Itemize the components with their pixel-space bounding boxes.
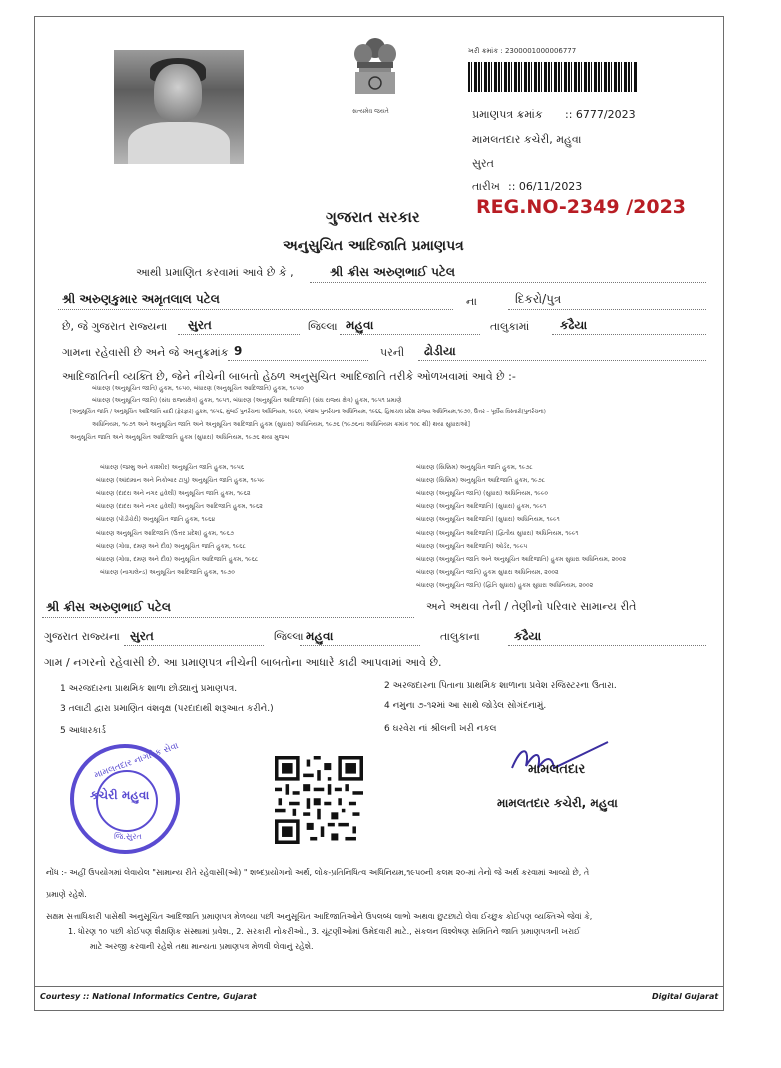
issuing-office: મામલતદાર કચેરી, મહુવા [472, 133, 582, 146]
issuing-city: સુરત [472, 157, 494, 170]
document-item: 5 આધારકાર્ડ [60, 726, 106, 736]
recognition-line: આદિજાતિની વ્યક્તિ છે, જેને નીચેની બાબતો હેઠળ અનુસુચિત આદિજાતિ તરીકે ઓળખવામાં આવે છે :- [62, 370, 516, 383]
barcode-icon [468, 62, 638, 92]
document-item: 4 નમુના ૭-૧૨માં આ સાથે જોડેલ સોગંદનામું. [384, 701, 547, 711]
holder-name: શ્રી ક્રીસ અરુણભાઈ પટેલ [46, 600, 171, 614]
fine-print-line: બંધારણ (અનુસૂચિત જાતિ) હુકમ, ૧૯૫૦, બંધારણ (અનુસૂચિત આદિજાતિ) હુકમ, ૧૯૫૦ [92, 385, 304, 392]
order-item: બંધારણ (ગોવા, દમણ અને દીવ) અનુસૂચિત આદિજાતિ હુકમ, ૧૯૬૮ [96, 556, 259, 563]
courtesy-text: Courtesy :: National Informatics Centre, Gujarat [40, 992, 257, 1001]
order-item: બંધારણ (દાદરા અને નગર હવેલી) અનુસૂચિત જાતિ હુકમ, ૧૯૬૨ [96, 490, 251, 497]
qr-code-icon [275, 756, 363, 844]
tribe-name: ઢોડીયા [424, 344, 456, 358]
serial-prefix: ગામના રહેવાસી છે અને જે અનુક્રમાંક [62, 346, 229, 359]
order-item: બંધારણ (સિક્કિમ) અનુસૂચિત જાતિ હુકમ, ૧૯૭૮ [416, 464, 533, 471]
certificate-no-value: :: 6777/2023 [565, 108, 636, 121]
applicant-name: શ્રી ક્રીસ અરુણભાઈ પટેલ [330, 265, 455, 279]
taluka-label: તાલુકામાં [490, 320, 530, 333]
order-item: બંધારણ (દાદરા અને નગર હવેલી) અનુસૂચિત આદિજાતિ હુકમ, ૧૯૬૨ [96, 503, 263, 510]
order-item: બંધારણ (આંદામાન અને નિકોબાર ટાપુ) અનુસૂચિત જાતિ હુકમ, ૧૯૫૯ [96, 477, 265, 484]
fine-print-line: બંધારણ (અનુસૂચિત જાતિ) (સંઘ રાજ્યક્ષેત્ર) હુકમ, ૧૯૫૧, બંધારણ (અનુસૂચિત આદિજાતિ) (સંઘ રાજ્ય ક્ષેત્ર) હુકમ, ૧૯૫૧ પ્રમાણે [92, 397, 402, 404]
photo-portrait [114, 50, 244, 164]
document-item: 6 ઘરવેરા નાં શ્રીલની ખરી નકલ [384, 724, 497, 734]
order-item: બંધારણ (અનુસૂચિત જાતિ) હુકમ સુધારા અધિનિયમ, ૨૦૦૨ [416, 569, 559, 576]
order-item: બંધારણ (નાગાલેન્ડ) અનુસૂચિત આદિજાતિ હુકમ, ૧૯૭૦ [100, 569, 235, 576]
fine-print-line: [અનુસૂચિત જાતિ / અનુસૂચિત આદિજાતિ યાદી (ફેરફાર) હુકમ, ૧૯૫૬, મુંબઈ પુનર્રચના અધિનિયમ, ૧૯૬૦, પંજાબ પુનર્રચના અધિનિયમ, ૧૯૬૬, હિમાચલ પ્રદેશ રાજ્ય અધિનિયમ,૧૯૭૦, ઉત્તર – પૂર્વીય વિસ્તારો(પુનર્રચના) [70, 409, 546, 415]
attest-prefix: આથી પ્રમાણિત કરવામાં આવે છે કે , [136, 266, 294, 279]
certificate-border [34, 16, 724, 1011]
note-benefits-list: 1. ધોરણ ૧૦ પછી કોઈપણ શૈક્ષણિક સંસ્થામાં પ્રવેશ., 2. સરકારી નોકરીઓ., 3. ચૂંટણીઓમાં ઉમેદવારી માટે., સંકલન વિશ્લેષણ સમિતિને જાતિ પ્રમાણપત્રની ખરાઈ [68, 927, 581, 936]
relation: દિકરો/પુત્ર [515, 292, 562, 306]
district-value: સુરત [188, 318, 212, 332]
document-item: 1 અરજદારના પ્રાથમિક શાળા છોડ્યાનું પ્રમાણપત્ર. [60, 684, 238, 694]
parni-label: પરની [380, 346, 405, 359]
fine-print-line: અનુસૂચિત જાતિ અને અનુસૂચિત આદિજાતિ હુકમ (સુધારા) અધિનિયમ, ૧૯૭૬ થયા મુજબ [70, 434, 290, 441]
official-seal-icon: મામલતદાર નાગરિક સેવા કચેરી મહુવા જિ.સુરત [70, 744, 180, 854]
national-emblem-icon [345, 34, 405, 106]
order-item: બંધારણ (અનુસૂચિત જાતિ) (સુધારા) અધિનિયમ, ૧૯૯૦ [416, 490, 548, 497]
district-label-2: જિલ્લા [274, 630, 304, 643]
fine-print-line: અધિનિયમ, ૧૯૭૧ અને અનુસૂચિત જાતિ અને અનુસૂચિત આદિજાતિ હુકમ (સુધારા) અધિનિયમ, ૧૯૭૬ (૧૯૭૬ના અધિનિયમ ક્રમાંક ૧૦૮ થી) થયા સુધારાઓ] [92, 421, 470, 428]
note-benefits: સક્ષમ સત્તાધિકારી પાસેથી અનુસૂચિત આદિજાતિ પ્રમાણપત્ર મેળવ્યા પછી અનુસૂચિત આદિજાતિઓને ઉપલબ્ધ લાભો અથવા છુટછાટો લેવા ઈચ્છુક કોઈપણ વ્યક્તિએ જેવાં કે, [46, 912, 593, 921]
issue-date-label: તારીખ [472, 180, 500, 193]
village-value: કઢૈયા [560, 318, 588, 332]
order-item: બંધારણ (અનુસૂચિત આદિજાતિ) ઓર્ડર, ૧૯૯૫ [416, 543, 528, 550]
certificate-no-label: પ્રમાણપત્ર ક્રમાંક [472, 108, 543, 121]
order-item: બંધારણ (જમ્મુ અને કાશ્મીર) અનુસૂચિત જાતિ હુકમ, ૧૯૫૬ [100, 464, 245, 471]
order-item: બંધારણ (અનુસૂચિત આદિજાતિ) (સુધારા) હુકમ, ૧૯૯૧ [416, 503, 547, 510]
emblem-caption: સત્યમેવ જયતે [352, 108, 389, 115]
issue-date-value: :: 06/11/2023 [508, 180, 583, 193]
signatory-title: મામલતદાર [528, 762, 586, 777]
government-title: ગુજરાત સરકાર [326, 208, 420, 226]
order-item: બંધારણ (અનુસૂચિત જાતિ અને અનુસૂચિત આદિજાતિ) હુકમ સુધારા અધિનિયમ, ૨૦૦૨ [416, 556, 626, 563]
order-item: બંધારણ (ગોવા, દમણ અને દીવ) અનુસૂચિત જાતિ હુકમ, ૧૯૬૮ [96, 543, 246, 550]
district-label: જિલ્લા [308, 320, 338, 333]
na-label: ના [466, 295, 477, 308]
signatory-office: મામલતદાર કચેરી, મહુવા [497, 796, 618, 810]
barcode-serial: ખરી ક્રમાંક : 2300001000006777 [468, 47, 577, 55]
taluka-label-2: તાલુકાના [440, 630, 480, 643]
order-item: બંધારણ (અનુસૂચિત આદિજાતિ) (દ્વિતીય સુધારા) અધિનિયમ, ૧૯૯૧ [416, 530, 579, 537]
note-residence-cont: પ્રમાણે રહેશે. [46, 890, 87, 899]
state-prefix: છે, જે ગુજરાત રાજ્યના [62, 320, 168, 333]
taluka-value: મહુવા [346, 318, 374, 332]
order-item: બંધારણ (સિક્કિમ) અનુસૂચિત આદિજાતિ હુકમ, ૧૯૭૮ [416, 477, 546, 484]
order-item: બંધારણ (અનુસૂચિત જાતિ) (દ્વિતિ સુધારા) હુકમ સુધારા અધિનિયમ, ૨૦૦૨ [416, 582, 594, 589]
note-benefits-cont: માટે અરજી કરવાની રહેશે તથા માન્યતા પ્રમાણપત્ર મેળવી લેવાનું રહેશે. [90, 942, 314, 951]
basis-line: ગામ / નગરનો રહેવાસી છે. આ પ્રમાણપત્ર નીચેની બાબતોના આધારે કાઢી આપવામાં આવે છે. [44, 656, 442, 669]
father-name: શ્રી અરુણકુમાર અમૃતલાલ પટેલ [62, 292, 220, 306]
state-label: ગુજરાત રાજ્યના [44, 630, 120, 643]
order-item: બંધારણ (અનુસૂચિત આદિજાતિ) (સુધારા) અધિનિયમ, ૧૯૯૧ [416, 516, 560, 523]
registration-number-stamp: REG.NO-2349 /2023 [476, 196, 687, 218]
state-district-value: સુરત [130, 629, 154, 643]
taluka-value-2: મહુવા [306, 629, 334, 643]
digital-gujarat-brand: Digital Gujarat [652, 992, 719, 1001]
document-item: 3 તલાટી દ્વારા પ્રમાણિત વંશવૃક્ષ (પરદાદાથી શરૂઆત કરીને.) [60, 704, 274, 714]
order-item: બંધારણ (પોંડીચેરી) અનુસૂચિત જાતિ હુકમ, ૧૯૬૪ [96, 516, 216, 523]
order-item: બંધારણ અનુસૂચિત આદિજાતિ (ઉત્તર પ્રદેશ) હુકમ, ૧૯૬૭ [96, 530, 234, 537]
serial-number: 9 [234, 344, 243, 358]
note-residence: નોંધ :- અહીં ઉપયોગમાં લેવાયેલ "સામાન્ય રીતે રહેવાસી(ઓ) " શબ્દપ્રયોગનો અર્થ, લોક-પ્રતિનિધિત્વ અધિનિયમ,૧૯૫૦ની કલમ ૨૦-માં તેનો જે અર્થ કરવામાં આવ્યો છે, તે [46, 868, 590, 877]
document-item: 2 અરજદારના પિતાના પ્રાથમિક શાળાના પ્રવેશ રજિસ્ટરના ઉતારા. [384, 681, 617, 691]
village-value-2: કઢૈયા [514, 629, 542, 643]
certificate-title: અનુસુચિત આદિજાતિ પ્રમાણપત્ર [283, 238, 464, 254]
holder-suffix: અને અથવા તેની / તેણીનો પરિવાર સામાન્ય રીતે [426, 600, 637, 613]
signature-icon [508, 738, 618, 784]
